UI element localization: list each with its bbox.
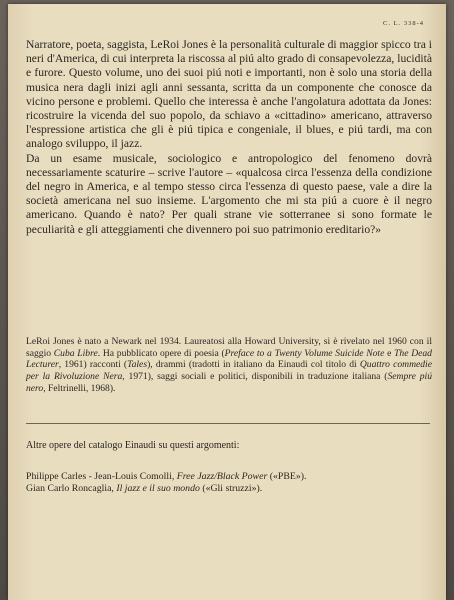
book-back-cover	[8, 4, 446, 600]
bio-text: . Ha pubblicato opere di poesia (	[97, 347, 225, 359]
bio-text: e	[384, 347, 395, 359]
bio-text: , Feltrinelli, 1968).	[43, 382, 116, 394]
related-works-list	[26, 471, 432, 495]
divider	[26, 423, 430, 424]
related-work-author: Gian Carlo Roncaglia,	[26, 482, 117, 494]
author-bio	[26, 336, 432, 395]
bio-title: Cuba Libre	[53, 347, 98, 359]
related-work-title: Free Jazz/Black Power	[176, 471, 268, 482]
catalog-number: C. L. 338-4	[383, 20, 424, 27]
bio-text: , 1971), saggi sociali e politici, disponibili in traduzione italiana (	[122, 371, 388, 383]
related-work-series: («PBE»).	[267, 471, 307, 482]
related-work-author: Philippe Carles - Jean-Louis Comolli,	[26, 471, 177, 482]
bio-title: The Dead Lecturer	[26, 347, 432, 371]
blurb-paragraph-1: Narratore, poeta, saggista, LeRoi Jones è la personalità culturale di maggior spicco tra i neri d'America, di cui interpreta la riscossa al piú alto grado di consapevolezza, lucidità e furore. Questo volume, uno dei suoi piú noti e importanti, non è solo una storia della musica nera dagli inizi agli anni sessanta, scritta da un componente che conosce da vicino persone e problemi. Quello che interessa è anche l'angolatura adottata da Jones: ricostruire la vicenda del suo popolo, da schiavo a «cittadino» americano, attraverso l'espressione artistica che gli è piú tipica e congeniale, il blues, e piú tardi, ma con analogo sviluppo, il jazz.	[26, 38, 432, 151]
related-works-heading: Altre opere del catalogo Einaudi su questi argomenti:	[26, 440, 240, 451]
blurb	[26, 38, 432, 237]
bio-title: Tales	[127, 359, 148, 371]
bio-text: LeRoi Jones è nato a Newark nel 1934. Laureatosi alla Howard University, si è rivelato nel 1960 con il saggio	[26, 336, 432, 359]
bio-title: Preface to a Twenty Volume Suicide Note	[224, 347, 385, 359]
blurb-paragraph-2: Da un esame musicale, sociologico e antropologico del fenomeno dovrà necessariamente scaturire – scrive l'autore – «qualcosa circa l'essenza della condizione del negro in America, e al tempo stesso circa l'essenza di questo paese, vale a dire la società americana nel suo insieme. L'argomento che mi sta piú a cuore è il negro americano. Quando è nato? Per quali strane vie sotterranee si sono formate le peculiarità e gli atteggiamenti che divennero poi suo patrimonio ereditario?»	[26, 151, 432, 236]
bio-title: Quattro commedie per la Rivoluzione Nera	[26, 359, 432, 383]
related-work-item	[26, 483, 432, 495]
bio-text: ), drammi (tradotti in italiano da Einaudi col titolo di	[147, 359, 360, 371]
bio-text: , 1961) racconti (	[58, 359, 128, 371]
bio-title: Sempre piú nero	[26, 371, 433, 394]
related-work-title: Il jazz e il suo mondo	[116, 482, 200, 494]
related-work-item	[26, 471, 432, 483]
related-work-series: («Gli struzzi»).	[199, 482, 263, 494]
